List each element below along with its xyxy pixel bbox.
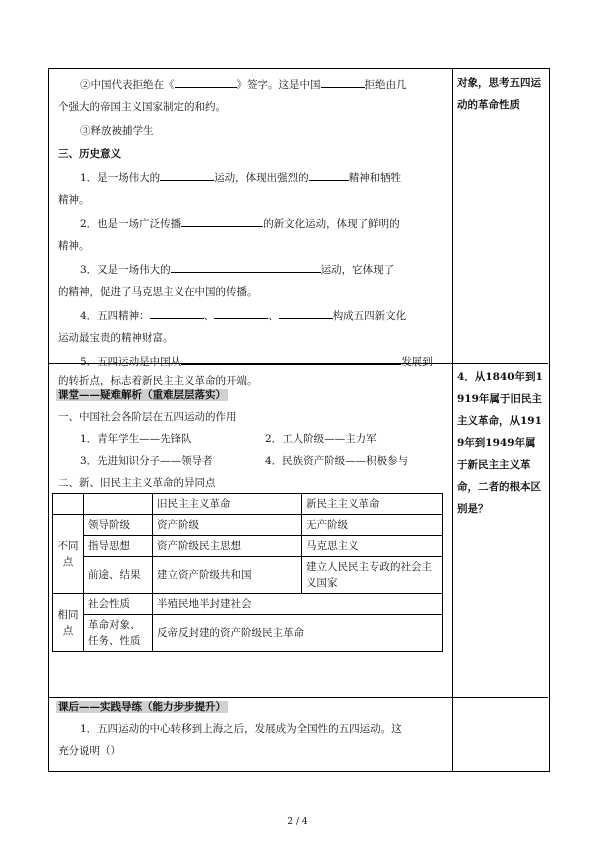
table-cell	[84, 494, 153, 515]
question-1-line1: 1．五四运动的中心转移到上海之后，发展成为全国性的五四运动。这	[80, 723, 402, 735]
page-number: 2 / 4	[287, 817, 308, 827]
role-2: 2．工人阶级——主力军	[265, 433, 377, 445]
table-cell: 反帝反封建的资产阶级民主革命	[153, 615, 443, 652]
side-note-top: 对象，思考五四运动的革命性质	[457, 77, 541, 111]
diff-label: 不同点	[53, 515, 84, 594]
table-row	[53, 515, 443, 536]
table-header-old: 旧民主主义革命	[153, 494, 302, 515]
table-cell: 资产阶级民主思想	[153, 536, 302, 557]
comparison-table	[52, 493, 443, 652]
meaning-3-line2: 的精神，促进了马克思主义在中国的传播。	[58, 286, 258, 298]
row-divider	[452, 363, 548, 364]
table-cell: 前途、结果	[84, 557, 153, 594]
role-1: 1．青年学生——先锋队	[80, 433, 192, 445]
meaning-2-line2: 精神。	[58, 240, 90, 252]
table-cell: 社会性质	[84, 594, 153, 615]
role-4: 4．民族资产阶级——积极参与	[265, 455, 409, 467]
item-2-line1: ②中国代表拒绝在《 》签字。这是中国 拒绝由几	[80, 79, 407, 91]
table-cell: 革命对象、任务、性质	[84, 615, 153, 652]
table-header-row	[53, 494, 443, 515]
table-row	[53, 557, 443, 594]
same-label: 相同点	[53, 594, 84, 652]
section-3-title: 三、历史意义	[58, 148, 121, 160]
class-heading: 课堂——疑难解析（重难层层落实）	[58, 389, 226, 401]
table-cell: 建立资产阶级共和国	[153, 557, 302, 594]
table-cell: 领导阶级	[84, 515, 153, 536]
item-2-line2: 个强大的帝国主义国家制定的和约。	[58, 101, 226, 113]
table-cell	[53, 494, 84, 515]
meaning-4-line2: 运动最宝贵的精神财富。	[58, 332, 174, 344]
compare-title: 二、新、旧民主主义革命的异同点	[58, 477, 216, 489]
table-cell: 半殖民地半封建社会	[153, 594, 443, 615]
meaning-1-line2: 精神。	[58, 194, 90, 206]
table-row	[53, 536, 443, 557]
roles-title: 一、中国社会各阶层在五四运动的作用	[58, 411, 237, 423]
table-header-new: 新民主主义革命	[302, 494, 443, 515]
table-cell: 马克思主义	[302, 536, 443, 557]
table-cell: 资产阶级	[153, 515, 302, 536]
item-3: ③释放被捕学生	[80, 125, 154, 137]
table-row	[53, 615, 443, 652]
row-divider	[452, 697, 548, 698]
table-cell: 无产阶级	[302, 515, 443, 536]
side-note-4: 4．从1840年到1919年属于旧民主主义革命，从1919年到1949年属于新民主主义革命，二者的根本区别是？	[457, 371, 543, 515]
column-divider	[452, 68, 453, 772]
role-3: 3．先进知识分子——领导者	[80, 455, 213, 467]
after-class-heading: 课后——实践导练（能力步步提升）	[58, 701, 226, 713]
meaning-5-line2: 的转折点，标志着新民主主义革命的开端。	[58, 375, 258, 387]
meaning-2-line1: 2．也是一场广泛传播 的新文化运动，体现了鲜明的	[80, 218, 400, 230]
meaning-5-line1: 5．五四运动是中国从 发展到	[80, 356, 433, 368]
question-1-line2: 充分说明（）	[58, 745, 121, 757]
row-divider	[49, 697, 452, 698]
table-cell: 建立人民民主专政的社会主义国家	[302, 557, 443, 594]
table-row	[53, 594, 443, 615]
meaning-3-line1: 3．又是一场伟大的 运动，它体现了	[80, 264, 395, 276]
meaning-1-line1: 1．是一场伟大的 运动，体现出强烈的 精神和牺牲	[80, 172, 402, 184]
meaning-4-line1: 4．五四精神： 、 、 构成五四新文化	[80, 310, 407, 322]
table-cell: 指导思想	[84, 536, 153, 557]
